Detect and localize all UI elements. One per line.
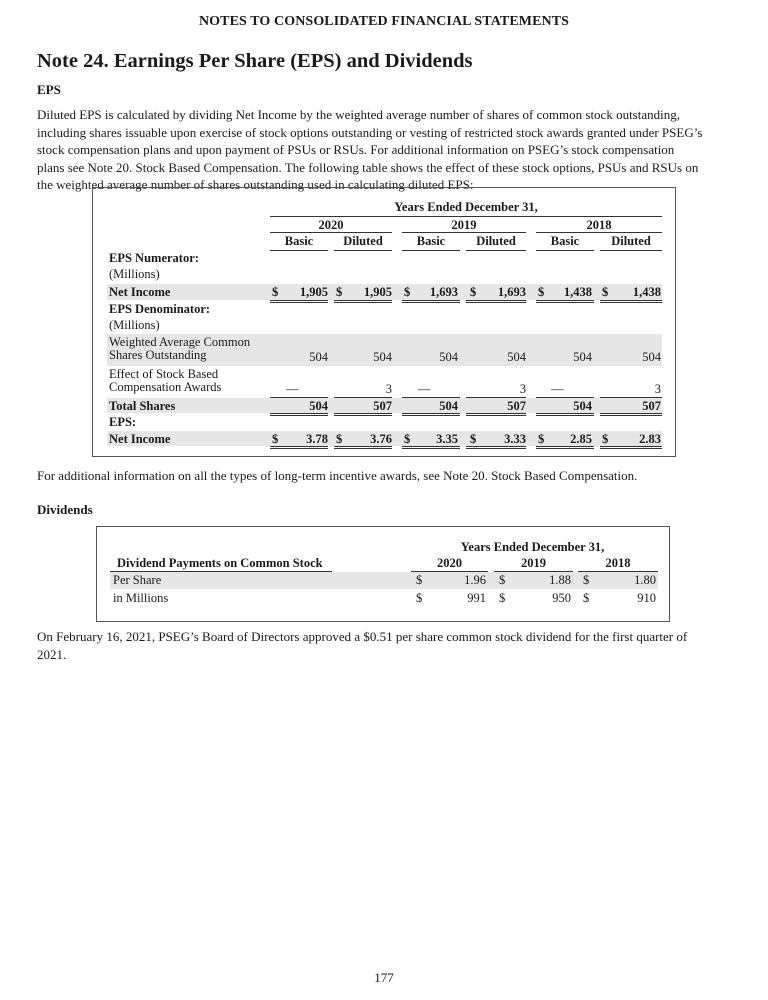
- double-rule: [334, 446, 392, 449]
- dividend-value: 1.96: [464, 573, 486, 587]
- eps-denominator-label: EPS Denominator:: [109, 302, 211, 316]
- currency-symbol: $: [583, 591, 590, 605]
- effect-value: —: [418, 382, 431, 396]
- double-rule: [600, 413, 662, 416]
- rule: [536, 232, 662, 233]
- eps-numerator-label: EPS Numerator:: [109, 251, 199, 265]
- closing-paragraph-line: 2021.: [37, 646, 67, 662]
- net-income-value: 1,693: [429, 285, 458, 299]
- eps-value: 2.83: [639, 432, 661, 446]
- total-shares-value: 507: [642, 399, 661, 413]
- total-shares-value: 504: [573, 399, 592, 413]
- weighted-value: 504: [373, 350, 392, 364]
- weighted-label-line: Weighted Average Common: [109, 335, 251, 349]
- weighted-value: 504: [309, 350, 328, 364]
- eps-subcol: Basic: [550, 234, 580, 248]
- double-rule: [402, 300, 460, 303]
- currency-symbol: $: [416, 573, 423, 587]
- weighted-average-label: [109, 336, 250, 362]
- net-income-value: 1,905: [299, 285, 328, 299]
- total-shares-value: 507: [373, 399, 392, 413]
- eps-net-income-label: Net Income: [109, 432, 171, 446]
- eps-numerator-units: (Millions): [109, 267, 160, 281]
- currency-symbol: $: [602, 285, 609, 299]
- double-rule: [270, 413, 328, 416]
- dividend-period-header: Years Ended December 31,: [460, 540, 605, 554]
- double-rule: [270, 446, 328, 449]
- dividend-value: 910: [637, 591, 656, 605]
- eps-year-2020: 2020: [318, 218, 344, 232]
- currency-symbol: $: [538, 432, 545, 446]
- currency-symbol: $: [602, 432, 609, 446]
- dividend-year-2019: 2019: [521, 556, 546, 570]
- total-shares-value: 504: [439, 399, 458, 413]
- eps-label: EPS:: [109, 415, 137, 429]
- dividend-value: 1.80: [634, 573, 656, 587]
- eps-paragraph-line: the weighted average number of shares outstanding used in calculating diluted EPS:: [37, 177, 474, 192]
- dividend-row-header: Dividend Payments on Common Stock: [117, 556, 323, 570]
- currency-symbol: $: [336, 432, 343, 446]
- eps-value: 3.35: [436, 432, 458, 446]
- rule: [334, 250, 392, 251]
- double-rule: [536, 446, 594, 449]
- double-rule: [536, 300, 594, 303]
- weighted-label-line: Shares Outstanding: [109, 348, 207, 362]
- double-rule: [402, 413, 460, 416]
- double-rule: [402, 446, 460, 449]
- double-rule: [600, 446, 662, 449]
- weighted-value: 504: [573, 350, 592, 364]
- rule: [270, 232, 392, 233]
- effect-value: 3: [654, 382, 661, 396]
- eps-subcol: Diluted: [476, 234, 516, 248]
- currency-symbol: $: [336, 285, 343, 299]
- eps-subcol: Basic: [416, 234, 446, 248]
- eps-paragraph-line: stock compensation plans and upon payment of PSUs or RSUs. For additional information on PSEG’s stock compensation: [37, 142, 675, 157]
- eps-value: 3.76: [370, 432, 392, 446]
- dividend-row-label: in Millions: [113, 591, 169, 605]
- rule: [402, 250, 460, 251]
- page-header: NOTES TO CONSOLIDATED FINANCIAL STATEMENTS: [198, 14, 570, 29]
- rule: [402, 232, 526, 233]
- effect-value: —: [286, 382, 299, 396]
- effect-value: 3: [519, 382, 526, 396]
- double-rule: [536, 413, 594, 416]
- net-income-value: 1,438: [563, 285, 592, 299]
- weighted-value: 504: [507, 350, 526, 364]
- eps-heading: EPS: [37, 82, 61, 97]
- total-shares-value: 507: [507, 399, 526, 413]
- rule: [600, 250, 662, 251]
- dividend-value: 991: [467, 591, 486, 605]
- double-rule: [466, 446, 526, 449]
- rule: [270, 250, 328, 251]
- eps-denominator-units: (Millions): [109, 318, 160, 332]
- double-rule: [334, 300, 392, 303]
- double-rule: [270, 300, 328, 303]
- eps-paragraph-line: Diluted EPS is calculated by dividing Net Income by the weighted average number of shares of common stock outstanding,: [37, 107, 680, 122]
- eps-year-2018: 2018: [586, 218, 612, 232]
- row-shade: [110, 572, 658, 589]
- eps-year-2019: 2019: [451, 218, 477, 232]
- currency-symbol: $: [538, 285, 545, 299]
- currency-symbol: $: [416, 591, 423, 605]
- effect-label-line: Compensation Awards: [109, 380, 222, 394]
- dividend-value: 1.88: [549, 573, 571, 587]
- weighted-value: 504: [439, 350, 458, 364]
- closing-paragraph: [37, 628, 737, 663]
- net-income-value: 1,905: [363, 285, 392, 299]
- effect-label-line: Effect of Stock Based: [109, 367, 219, 381]
- double-rule: [334, 413, 392, 416]
- rule: [270, 216, 662, 217]
- eps-paragraph: [37, 106, 737, 194]
- eps-value: 3.33: [504, 432, 526, 446]
- currency-symbol: $: [499, 591, 506, 605]
- currency-symbol: $: [470, 432, 477, 446]
- total-shares-label: Total Shares: [109, 399, 176, 413]
- dividend-row-label: Per Share: [113, 573, 162, 587]
- eps-value: 2.85: [570, 432, 592, 446]
- effect-value: 3: [385, 382, 392, 396]
- closing-paragraph-line: On February 16, 2021, PSEG’s Board of Directors approved a $0.51 per share common stock dividend for the first quarter of: [37, 629, 688, 644]
- currency-symbol: $: [583, 573, 590, 587]
- rule: [466, 250, 526, 251]
- currency-symbol: $: [499, 573, 506, 587]
- dividend-value: 950: [552, 591, 571, 605]
- currency-symbol: $: [272, 285, 279, 299]
- rule: [536, 250, 594, 251]
- page-number: 177: [374, 970, 394, 985]
- dividend-year-2020: 2020: [437, 556, 462, 570]
- net-income-label: Net Income: [109, 285, 171, 299]
- effect-label: [109, 368, 221, 394]
- double-rule: [600, 300, 662, 303]
- total-shares-value: 504: [309, 399, 328, 413]
- weighted-value: 504: [642, 350, 661, 364]
- dividend-year-2018: 2018: [605, 556, 631, 570]
- note-title: Note 24. Earnings Per Share (EPS) and Dividends: [37, 50, 473, 72]
- double-rule: [466, 413, 526, 416]
- double-rule: [466, 300, 526, 303]
- currency-symbol: $: [470, 285, 477, 299]
- eps-subcol: Diluted: [343, 234, 383, 248]
- currency-symbol: $: [404, 432, 411, 446]
- eps-period-header: Years Ended December 31,: [394, 200, 538, 214]
- eps-value: 3.78: [306, 432, 328, 446]
- effect-value: —: [551, 382, 564, 396]
- net-income-value: 1,693: [497, 285, 526, 299]
- dividends-heading: Dividends: [37, 502, 93, 517]
- currency-symbol: $: [272, 432, 279, 446]
- eps-paragraph-line: plans see Note 20. Stock Based Compensation. The following table shows the effect of these stock options, PSUs and RSUs on: [37, 159, 699, 175]
- eps-subcol: Basic: [284, 234, 314, 248]
- after-eps-paragraph: For additional information on all the types of long-term incentive awards, see Note 20. Stock Based Compensation.: [37, 468, 638, 483]
- currency-symbol: $: [404, 285, 411, 299]
- eps-subcol: Diluted: [611, 234, 651, 248]
- eps-paragraph-line: including shares issuable upon exercise of stock options outstanding or vesting of restricted stock awards granted under PSEG’s: [37, 124, 703, 140]
- net-income-value: 1,438: [632, 285, 661, 299]
